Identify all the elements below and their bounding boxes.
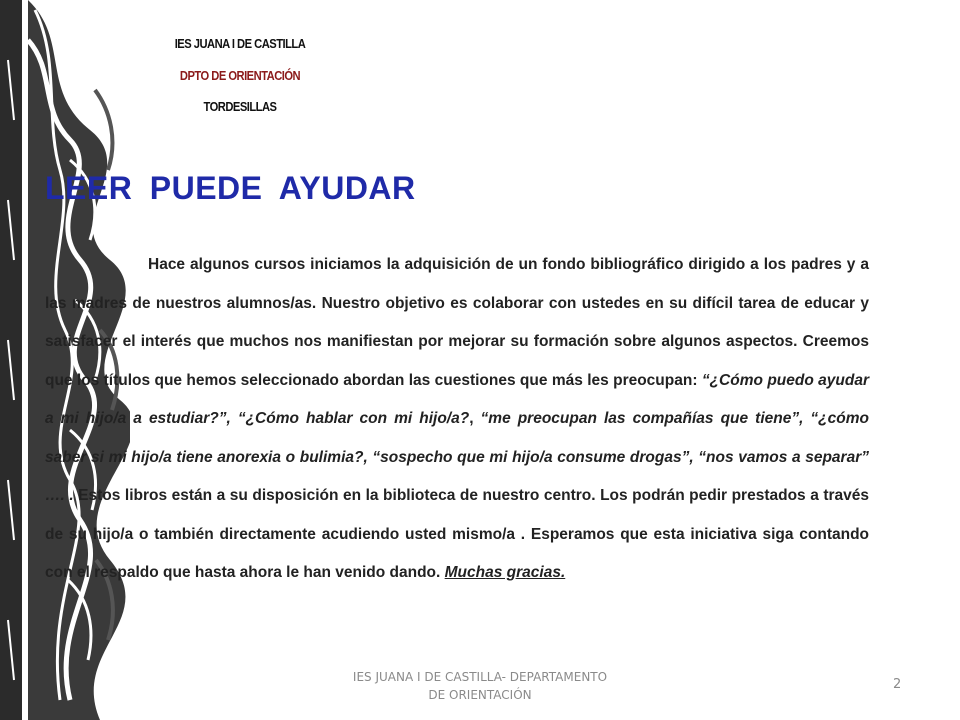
availability-text: Estos libros están a su disposición en la biblioteca de nuestro centro. Los podrán pedir prestados a través de su hijo/a o también directamente acudiendo usted mismo/a . Esperamos que esta iniciativa siga contando con el respaldo que hasta ahora le han venido dando. [45, 487, 870, 581]
quote-list: “me preocupan las compañías que tiene”, “¿cómo saber si mi hijo/a tiene anorexia o bulimia?, “sospecho que mi hijo/a consume drogas”, “nos vamos a separar” …. . [45, 410, 869, 504]
town-name: TORDESILLAS [203, 99, 277, 114]
department-name: DPTO DE ORIENTACIÓN [179, 68, 301, 83]
quote-talk: “¿Cómo hablar con mi hijo/a? [237, 410, 470, 427]
body-paragraph [45, 246, 869, 593]
page-number: 2 [893, 677, 902, 692]
quote-separator: , [469, 410, 481, 427]
school-name: IES JUANA I DE CASTILLA [174, 36, 306, 51]
footer-line-1: IES JUANA I DE CASTILLA- DEPARTAMENTO [352, 670, 608, 684]
page-title: LEER PUEDE AYUDAR [45, 170, 416, 206]
footer-line-2: DE ORIENTACIÓN [428, 688, 532, 702]
footer [330, 668, 630, 704]
quote-study: “¿Cómo puedo ayudar a mi hijo/a a estudiar?”, [45, 371, 869, 427]
thanks-text: Muchas gracias. [444, 564, 566, 581]
intro-text: Hace algunos cursos iniciamos la adquisición de un fondo bibliográfico dirigido a los padres y a las madres de nuestros alumnos/as. Nuestro objetivo es colaborar con ustedes en su difícil tarea de educar y satisfacer el interés que muchos nos manifiestan por mejorar su formación sobre algunos aspectos. Creemos que los títulos que hemos seleccionado abordan las cuestiones que más les preocupan: [45, 256, 869, 389]
